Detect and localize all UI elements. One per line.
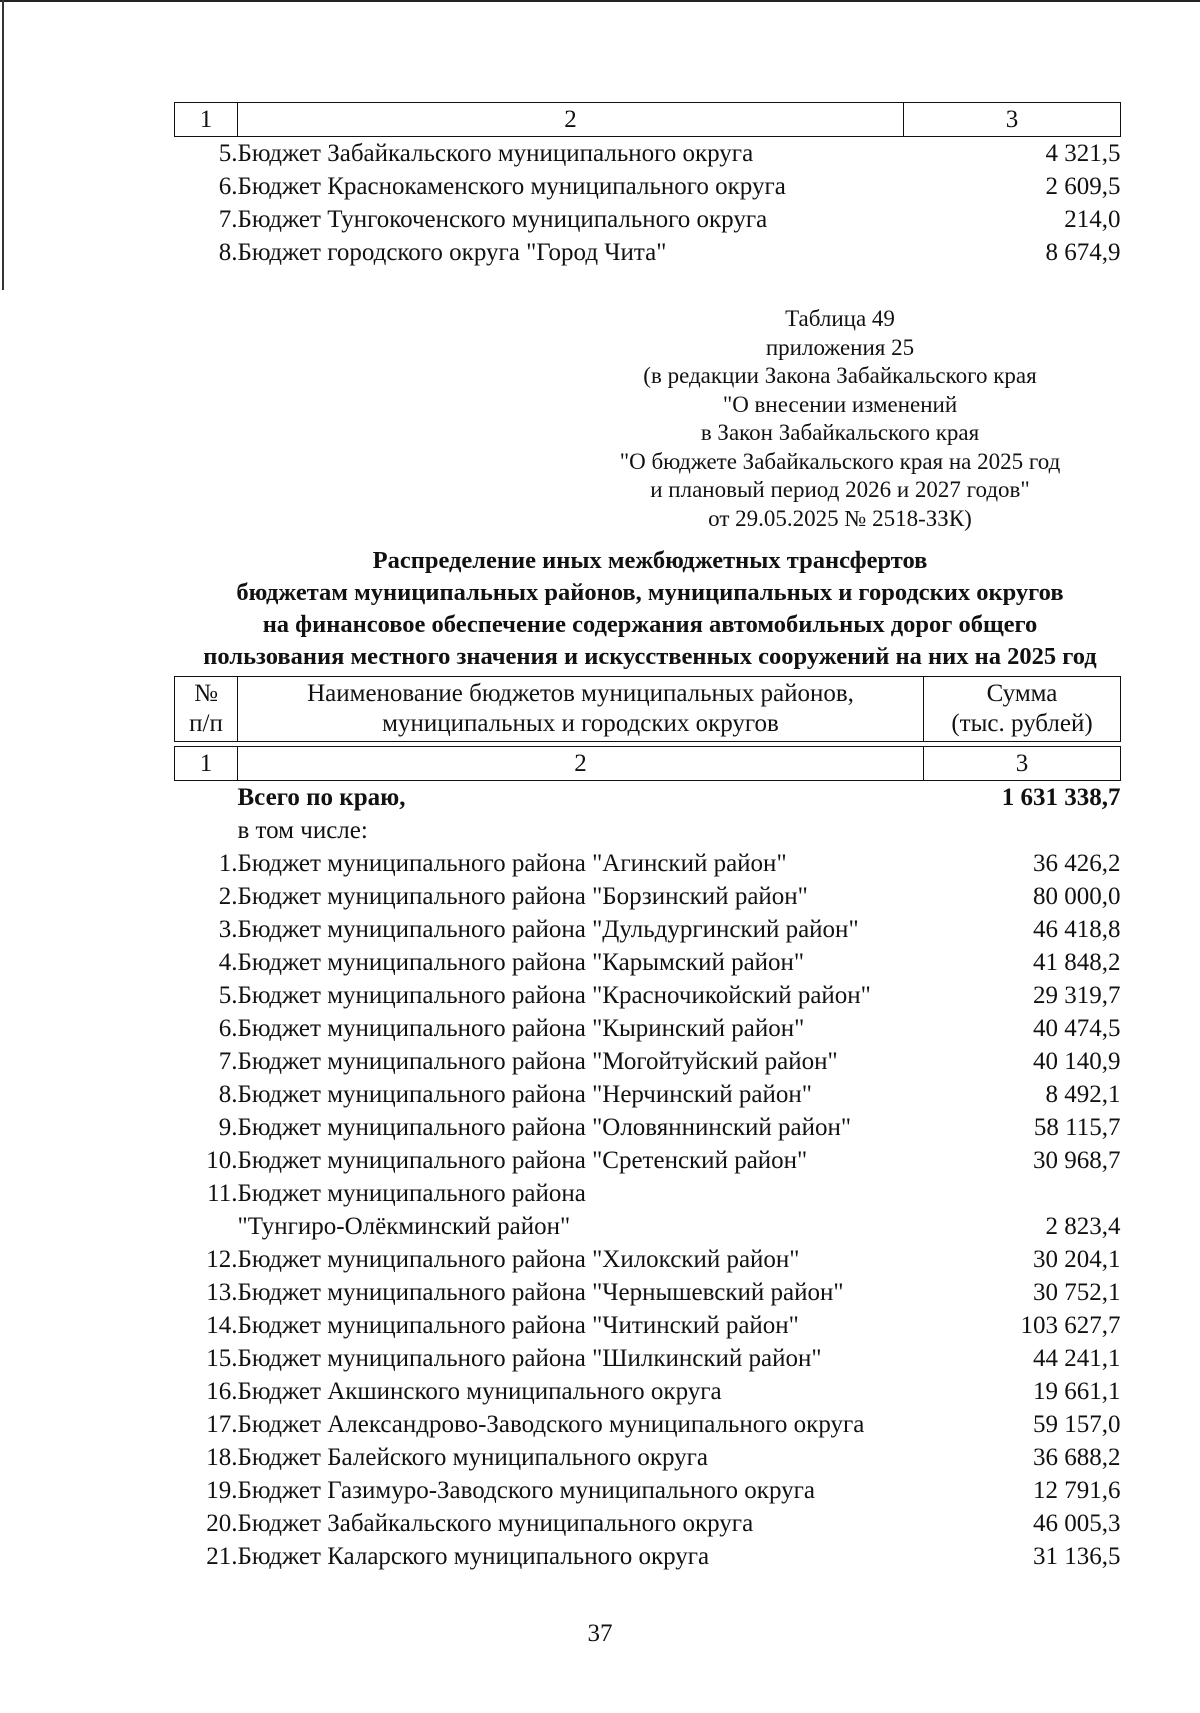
budget-name: Бюджет Акшинского муниципального округа — [237, 1378, 722, 1405]
amount: 214,0 — [1064, 206, 1121, 233]
table-caption — [560, 305, 1120, 533]
table-row — [175, 1045, 1121, 1078]
header-name — [238, 677, 924, 742]
top-border-line — [0, 0, 1200, 2]
document-title — [170, 545, 1130, 673]
caption-line: "О бюджете Забайкальского края на 2025 год — [619, 448, 1061, 474]
budget-name: Бюджет муниципального района "Хилокский район" — [237, 1246, 800, 1273]
table-row — [175, 1243, 1121, 1276]
table-row — [175, 1276, 1121, 1309]
amount: 36 426,2 — [1033, 850, 1121, 877]
row-number: 19. — [206, 1477, 238, 1504]
budget-name: Бюджет муниципального района "Борзинский район" — [237, 883, 808, 910]
table-row — [175, 170, 1121, 203]
budget-name: Бюджет Газимуро-Заводского муниципального округа — [237, 1477, 815, 1504]
table-row — [175, 236, 1121, 269]
table-row — [175, 1012, 1121, 1045]
budget-name: Бюджет муниципального района "Сретенский район" — [237, 1147, 808, 1174]
header-number-line2: п/п — [189, 710, 223, 737]
column-number-2: 2 — [238, 747, 924, 781]
budget-name: Бюджет муниципального района "Читинский район" — [237, 1312, 799, 1339]
row-number: 14. — [206, 1312, 238, 1339]
table-header-row — [175, 677, 1121, 742]
row-number: 17. — [206, 1411, 238, 1438]
budget-name: Бюджет муниципального района "Агинский район" — [237, 850, 787, 877]
table-row — [175, 913, 1121, 946]
table-row — [175, 137, 1121, 171]
including-row — [175, 814, 1121, 847]
row-number: 5. — [218, 140, 238, 167]
table-row — [175, 1441, 1121, 1474]
amount: 103 627,7 — [1020, 1312, 1121, 1339]
amount: 46 005,3 — [1033, 1510, 1121, 1537]
amount: 80 000,0 — [1033, 883, 1121, 910]
table-row — [175, 1144, 1121, 1177]
caption-line: (в редакции Закона Забайкальского края — [643, 363, 1037, 388]
row-number: 12. — [206, 1246, 238, 1273]
budget-name: Бюджет муниципального района "Оловяннинский район" — [237, 1114, 852, 1141]
table-row — [175, 1177, 1121, 1243]
header-number — [175, 677, 238, 742]
amount: 12 791,6 — [1033, 1477, 1121, 1504]
amount: 29 319,7 — [1033, 982, 1121, 1009]
amount: 41 848,2 — [1033, 949, 1121, 976]
amount: 36 688,2 — [1033, 1444, 1121, 1471]
table-row — [175, 1540, 1121, 1573]
caption-line: от 29.05.2025 № 2518-ЗЗК) — [708, 505, 972, 531]
amount: 44 241,1 — [1033, 1345, 1121, 1372]
table-row — [175, 1375, 1121, 1408]
budget-name: Бюджет Балейского муниципального округа — [237, 1444, 709, 1471]
budget-name-line2: "Тунгиро-Олёкминский район" — [237, 1213, 571, 1240]
row-number: 16. — [206, 1378, 238, 1405]
header-number-line1: № — [194, 680, 218, 707]
table-row — [175, 203, 1121, 236]
header-sum-line1: Сумма — [986, 680, 1058, 707]
amount: 59 157,0 — [1033, 1411, 1121, 1438]
budget-name: Бюджет Александрово-Заводского муниципального округа — [237, 1411, 865, 1438]
row-number: 7. — [218, 206, 238, 233]
amount: 31 136,5 — [1033, 1543, 1121, 1570]
title-line: бюджетам муниципальных районов, муниципальных и городских округов — [236, 579, 1064, 606]
header-sum-line2: (тыс. рублей) — [951, 710, 1093, 737]
amount: 30 204,1 — [1033, 1246, 1121, 1273]
budget-name: Бюджет муниципального района "Чернышевский район" — [237, 1279, 844, 1306]
column-number-3: 3 — [904, 103, 1121, 137]
table-row — [175, 880, 1121, 913]
page-number: 37 — [587, 1620, 613, 1647]
row-number: 3. — [218, 916, 238, 943]
amount: 8 492,1 — [1045, 1081, 1121, 1108]
budget-name: Бюджет муниципального района "Красночикойский район" — [237, 982, 871, 1009]
row-number: 21. — [206, 1543, 238, 1570]
caption-line: в Закон Забайкальского края — [700, 420, 980, 445]
row-number: 15. — [206, 1345, 238, 1372]
amount: 30 752,1 — [1033, 1279, 1121, 1306]
budget-name: Бюджет муниципального района "Дульдургинский район" — [237, 916, 859, 943]
caption-line: приложения 25 — [765, 334, 915, 360]
row-number: 8. — [218, 239, 238, 266]
header-name-line1: Наименование бюджетов муниципальных районов, — [307, 680, 854, 707]
row-number: 5. — [218, 982, 238, 1009]
row-number: 1. — [218, 850, 238, 877]
budget-name: Бюджет Забайкальского муниципального округа — [237, 140, 754, 167]
table-row — [175, 1408, 1121, 1441]
budget-name-line1: Бюджет муниципального района — [237, 1180, 586, 1207]
budget-name: Бюджет Краснокаменского муниципального округа — [237, 173, 786, 200]
row-number: 7. — [218, 1048, 238, 1075]
table-row — [175, 979, 1121, 1012]
caption-line: "О внесении изменений — [722, 391, 958, 417]
amount: 40 140,9 — [1033, 1048, 1121, 1075]
amount: 30 968,7 — [1033, 1147, 1121, 1174]
amount: 58 115,7 — [1033, 1114, 1121, 1141]
table-row — [175, 1342, 1121, 1375]
including-label: в том числе: — [237, 817, 368, 844]
title-line: Распределение иных межбюджетных трансфертов — [372, 547, 928, 574]
left-border-line — [2, 0, 4, 290]
column-number-1: 1 — [175, 747, 238, 781]
budget-name: Бюджет муниципального района "Шилкинский район" — [237, 1345, 822, 1372]
caption-line: Таблица 49 — [785, 306, 895, 331]
row-number: 11. — [207, 1180, 238, 1207]
table-row — [175, 946, 1121, 979]
table-row — [175, 1111, 1121, 1144]
title-line: на финансовое обеспечение содержания автомобильных дорог общего — [262, 611, 1038, 638]
amount: 2 609,5 — [1045, 173, 1121, 200]
row-number: 8. — [218, 1081, 238, 1108]
row-number: 6. — [218, 1015, 238, 1042]
budget-name: Бюджет городского округа "Город Чита" — [237, 239, 667, 266]
total-label: Всего по краю, — [237, 784, 406, 811]
budget-name: Бюджет муниципального района "Нерчинский район" — [237, 1081, 812, 1108]
total-amount: 1 631 338,7 — [1001, 784, 1121, 811]
row-number: 13. — [206, 1279, 238, 1306]
header-sum — [924, 677, 1121, 742]
header-name-line2: муниципальных и городских округов — [382, 710, 779, 737]
budget-name: Бюджет муниципального района "Могойтуйский район" — [237, 1048, 838, 1075]
table-row — [175, 847, 1121, 880]
row-number: 2. — [218, 883, 238, 910]
table-row — [175, 1507, 1121, 1540]
title-line: пользования местного значения и искусственных сооружений на них на 2025 год — [203, 643, 1097, 670]
budget-name: Бюджет муниципального района "Карымский район" — [237, 949, 805, 976]
row-number: 4. — [218, 949, 238, 976]
column-number-3: 3 — [924, 747, 1121, 781]
total-row — [175, 781, 1121, 815]
budget-name: Бюджет Забайкальского муниципального округа — [237, 1510, 754, 1537]
transfers-table — [174, 676, 1121, 1573]
budget-name: Бюджет Каларского муниципального округа — [237, 1543, 710, 1570]
column-number-1: 1 — [175, 103, 238, 137]
row-number: 20. — [206, 1510, 238, 1537]
column-number-row — [175, 103, 1121, 137]
column-number-row — [175, 747, 1121, 781]
amount: 46 418,8 — [1033, 916, 1121, 943]
amount: 19 661,1 — [1033, 1378, 1121, 1405]
amount: 40 474,5 — [1033, 1015, 1121, 1042]
budget-name — [238, 1177, 924, 1243]
table-row — [175, 1309, 1121, 1342]
amount: 4 321,5 — [1045, 140, 1121, 167]
row-number: 10. — [206, 1147, 238, 1174]
row-number: 6. — [218, 173, 238, 200]
amount: 2 823,4 — [1045, 1213, 1121, 1240]
caption-line: и плановый период 2026 и 2027 годов" — [650, 477, 1030, 502]
table-row — [175, 1078, 1121, 1111]
previous-table-continuation — [174, 102, 1121, 269]
row-number: 9. — [218, 1114, 238, 1141]
row-number: 18. — [206, 1444, 238, 1471]
table-row — [175, 1474, 1121, 1507]
amount: 8 674,9 — [1045, 239, 1121, 266]
column-number-2: 2 — [238, 103, 904, 137]
budget-name: Бюджет муниципального района "Кыринский район" — [237, 1015, 805, 1042]
budget-name: Бюджет Тунгокоченского муниципального округа — [237, 206, 768, 233]
